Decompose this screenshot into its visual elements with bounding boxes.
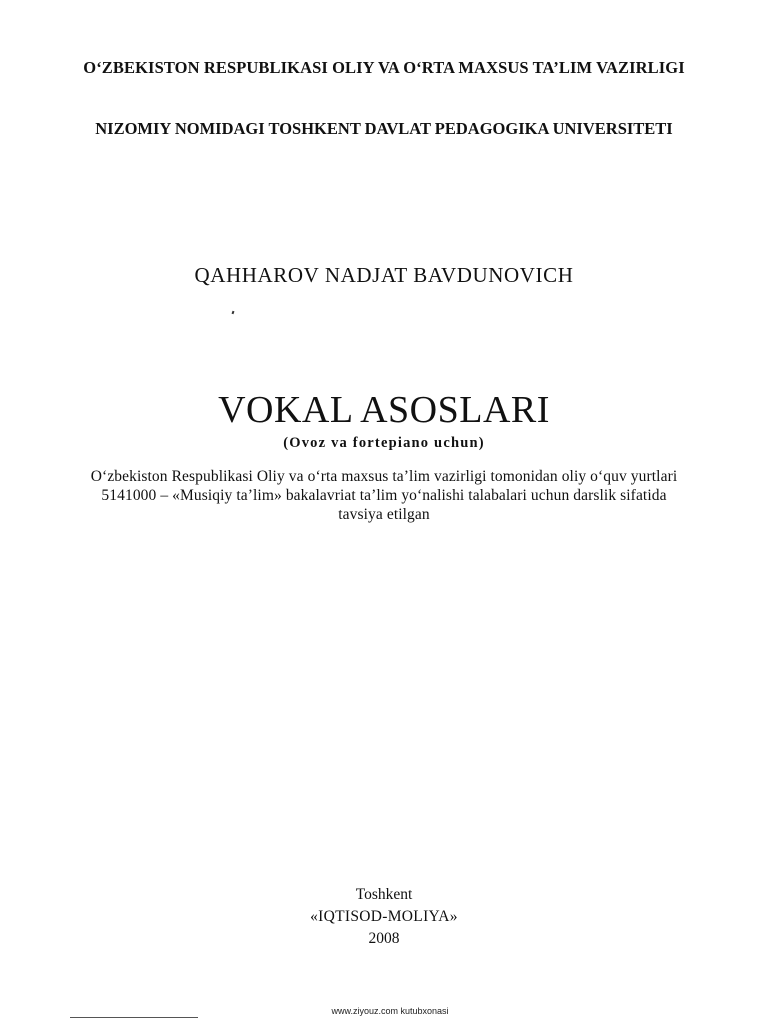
- scan-speck: [232, 311, 235, 315]
- imprint-publisher: «IQTISOD-MOLIYA»: [310, 908, 458, 925]
- footer-watermark: www.ziyouz.com kutubxonasi: [331, 1006, 449, 1016]
- book-subtitle: (Ovoz va fortepiano uchun): [283, 435, 485, 451]
- imprint-year: 2008: [368, 930, 400, 947]
- university-name: NIZOMIY NOMIDAGI TOSHKENT DAVLAT PEDAGOGIKA UNIVERSITETI: [95, 119, 673, 138]
- author-name: QAHHAROV NADJAT BAVDUNOVICH: [194, 263, 574, 287]
- book-title: VOKAL ASOSLARI: [218, 389, 550, 431]
- ministry-name: O‘ZBEKISTON RESPUBLIKASI OLIY VA O‘RTA MAXSUS TA’LIM VAZIRLIGI: [83, 58, 685, 77]
- recommendation-text: O‘zbekiston Respublikasi Oliy va o‘rta maxsus ta’lim vazirligi tomonidan oliy o‘quv yurtlari 5141000 – «Musiqiy ta’lim» bakalavriat ta’lim yo‘nalishi talabalari uchun darslik sifatida tavsiya etilgan: [90, 468, 678, 523]
- footer-rule: [70, 1017, 198, 1018]
- imprint-city: Toshkent: [355, 886, 413, 903]
